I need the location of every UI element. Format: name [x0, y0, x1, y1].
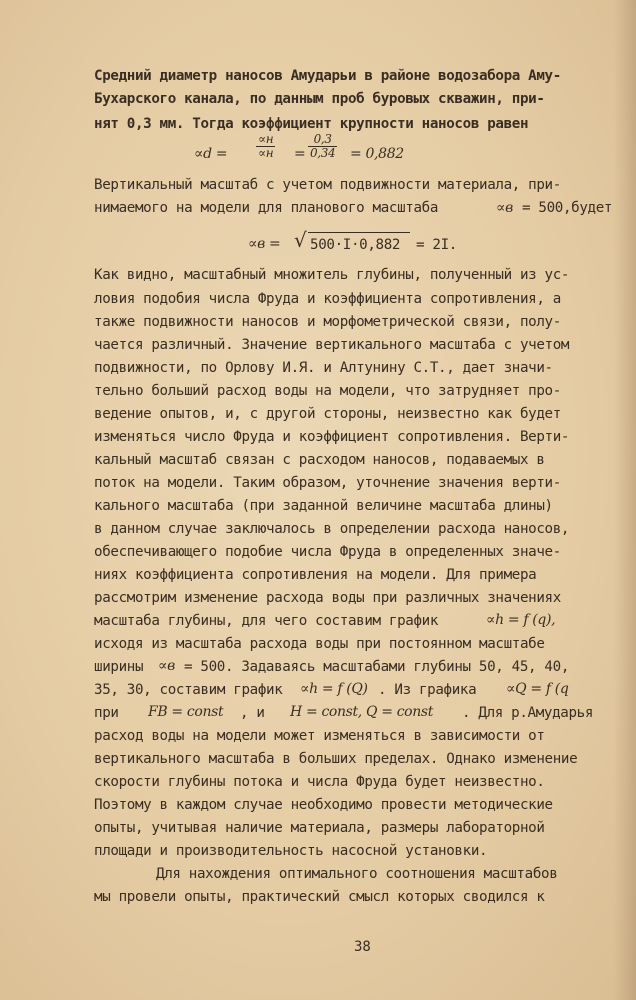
equals-sign: = [294, 146, 306, 162]
text-line: обеспечивающего подобие числа Фруда в определенных значе- [94, 544, 561, 560]
formula-graph-2: ∝h = f (Q) [300, 681, 368, 697]
text-line: кальный масштаб связан с расходом наносов, подаваемых в [94, 452, 545, 468]
text-line: скорости глубины потока и числа Фруда будет неизвестно. [94, 774, 545, 790]
formula-fraction-1 [256, 133, 275, 160]
text-line: Как видно, масштабный множитель глубины, полученный из ус- [94, 267, 570, 283]
page-number: 38 [354, 939, 371, 955]
text-line: масштаба глубины, для чего составим график [94, 613, 439, 629]
text-line: Бухарского канала, по данным проб буровых скважин, при- [94, 91, 545, 107]
sqrt-content: 500·I·0,882 [310, 237, 401, 253]
fraction-denominator: ∝н [258, 146, 274, 160]
sqrt-bar [308, 232, 410, 233]
text-line: , и [240, 705, 265, 721]
text-line: = 500,будет [522, 200, 613, 216]
formula-fraction-2 [308, 133, 337, 160]
text-line: Поэтому в каждом случае необходимо провести методические [94, 797, 553, 813]
fraction-numerator: 0,3 [308, 133, 337, 147]
formula-alpha-d-result: = 0,882 [350, 146, 404, 162]
text-line: . Для р.Амударья [462, 705, 594, 721]
text-line: ниях коэффициента сопротивления на модели. Для примера [94, 567, 537, 583]
text-line: расход воды на модели может изменяться в зависимости от [94, 728, 545, 744]
text-line: вертикального масштаба в больших пределах. Однако изменение [94, 751, 578, 767]
text-line: площади и производительность насосной установки. [94, 843, 488, 859]
formula-alpha-b-2: ∝в [158, 658, 175, 674]
text-line: рассмотрим изменение расхода воды при различных значениях [94, 590, 561, 606]
text-line: мы провели опыты, практический смысл которых сводился к [94, 889, 545, 905]
text-line: Вертикальный масштаб с учетом подвижности материала, при- [94, 177, 561, 193]
fraction-numerator: ∝н [258, 132, 274, 146]
formula-graph-3: ∝Q = f (q [506, 681, 569, 697]
text-line: . Из графика [378, 682, 477, 698]
text-line: 35, 30, составим график [94, 682, 283, 698]
sqrt-symbol: √ [294, 228, 307, 252]
text-line: при [94, 705, 119, 721]
formula-alpha-v-lhs: ∝в = [248, 236, 281, 252]
text-line: тельно больший расход воды на модели, что затрудняет про- [94, 383, 561, 399]
text-line: ловия подобия числа Фруда и коэффициента сопротивления, а [94, 291, 561, 307]
text-line: нят 0,3 мм. Тогда коэффициент крупности наносов равен [94, 116, 529, 132]
text-line: также подвижности наносов и морфометрической связи, полу- [94, 314, 561, 330]
text-line: Средний диаметр наносов Амударьи в районе водозабора Аму- [94, 68, 561, 84]
formula-graph-1: ∝h = f (q), [486, 612, 556, 628]
text-line: кального масштаба (при заданной величине масштаба длины) [94, 498, 553, 514]
formula-condition-1: FB = const [148, 704, 224, 720]
formula-alpha-b-inline: ∝в [496, 200, 513, 216]
text-line: чается различный. Значение вертикального масштаба с учетом [94, 337, 570, 353]
page-edge-shadow [614, 0, 636, 1000]
text-line: изменяться число Фруда и коэффициент сопротивления. Верти- [94, 429, 570, 445]
sqrt-result: = 2I. [416, 237, 457, 253]
text-line: ширины [94, 659, 144, 675]
text-line: нимаемого на модели для планового масштаба [94, 200, 439, 216]
text-line: ведение опытов, и, с другой стороны, неизвестно как будет [94, 406, 561, 422]
formula-alpha-d-lhs: ∝d = [194, 146, 228, 162]
text-line: опыты, учитывая наличие материала, размеры лабораторной [94, 820, 545, 836]
formula-condition-2: H = const, Q = const [290, 704, 434, 720]
text-line: в данном случае заключалось в определении расхода наносов, [94, 521, 570, 537]
text-line: Для нахождения оптимального соотношения масштабов [156, 866, 558, 882]
text-line: подвижности, по Орлову И.Я. и Алтунину С.Т., дает значи- [94, 360, 553, 376]
text-line: поток на модели. Таким образом, уточнение значения верти- [94, 475, 561, 491]
text-line: = 500. Задаваясь масштабами глубины 50, 45, 40, [184, 659, 570, 675]
text-line: исходя из масштаба расхода воды при постоянном масштабе [94, 636, 545, 652]
fraction-denominator: 0,34 [310, 146, 336, 160]
